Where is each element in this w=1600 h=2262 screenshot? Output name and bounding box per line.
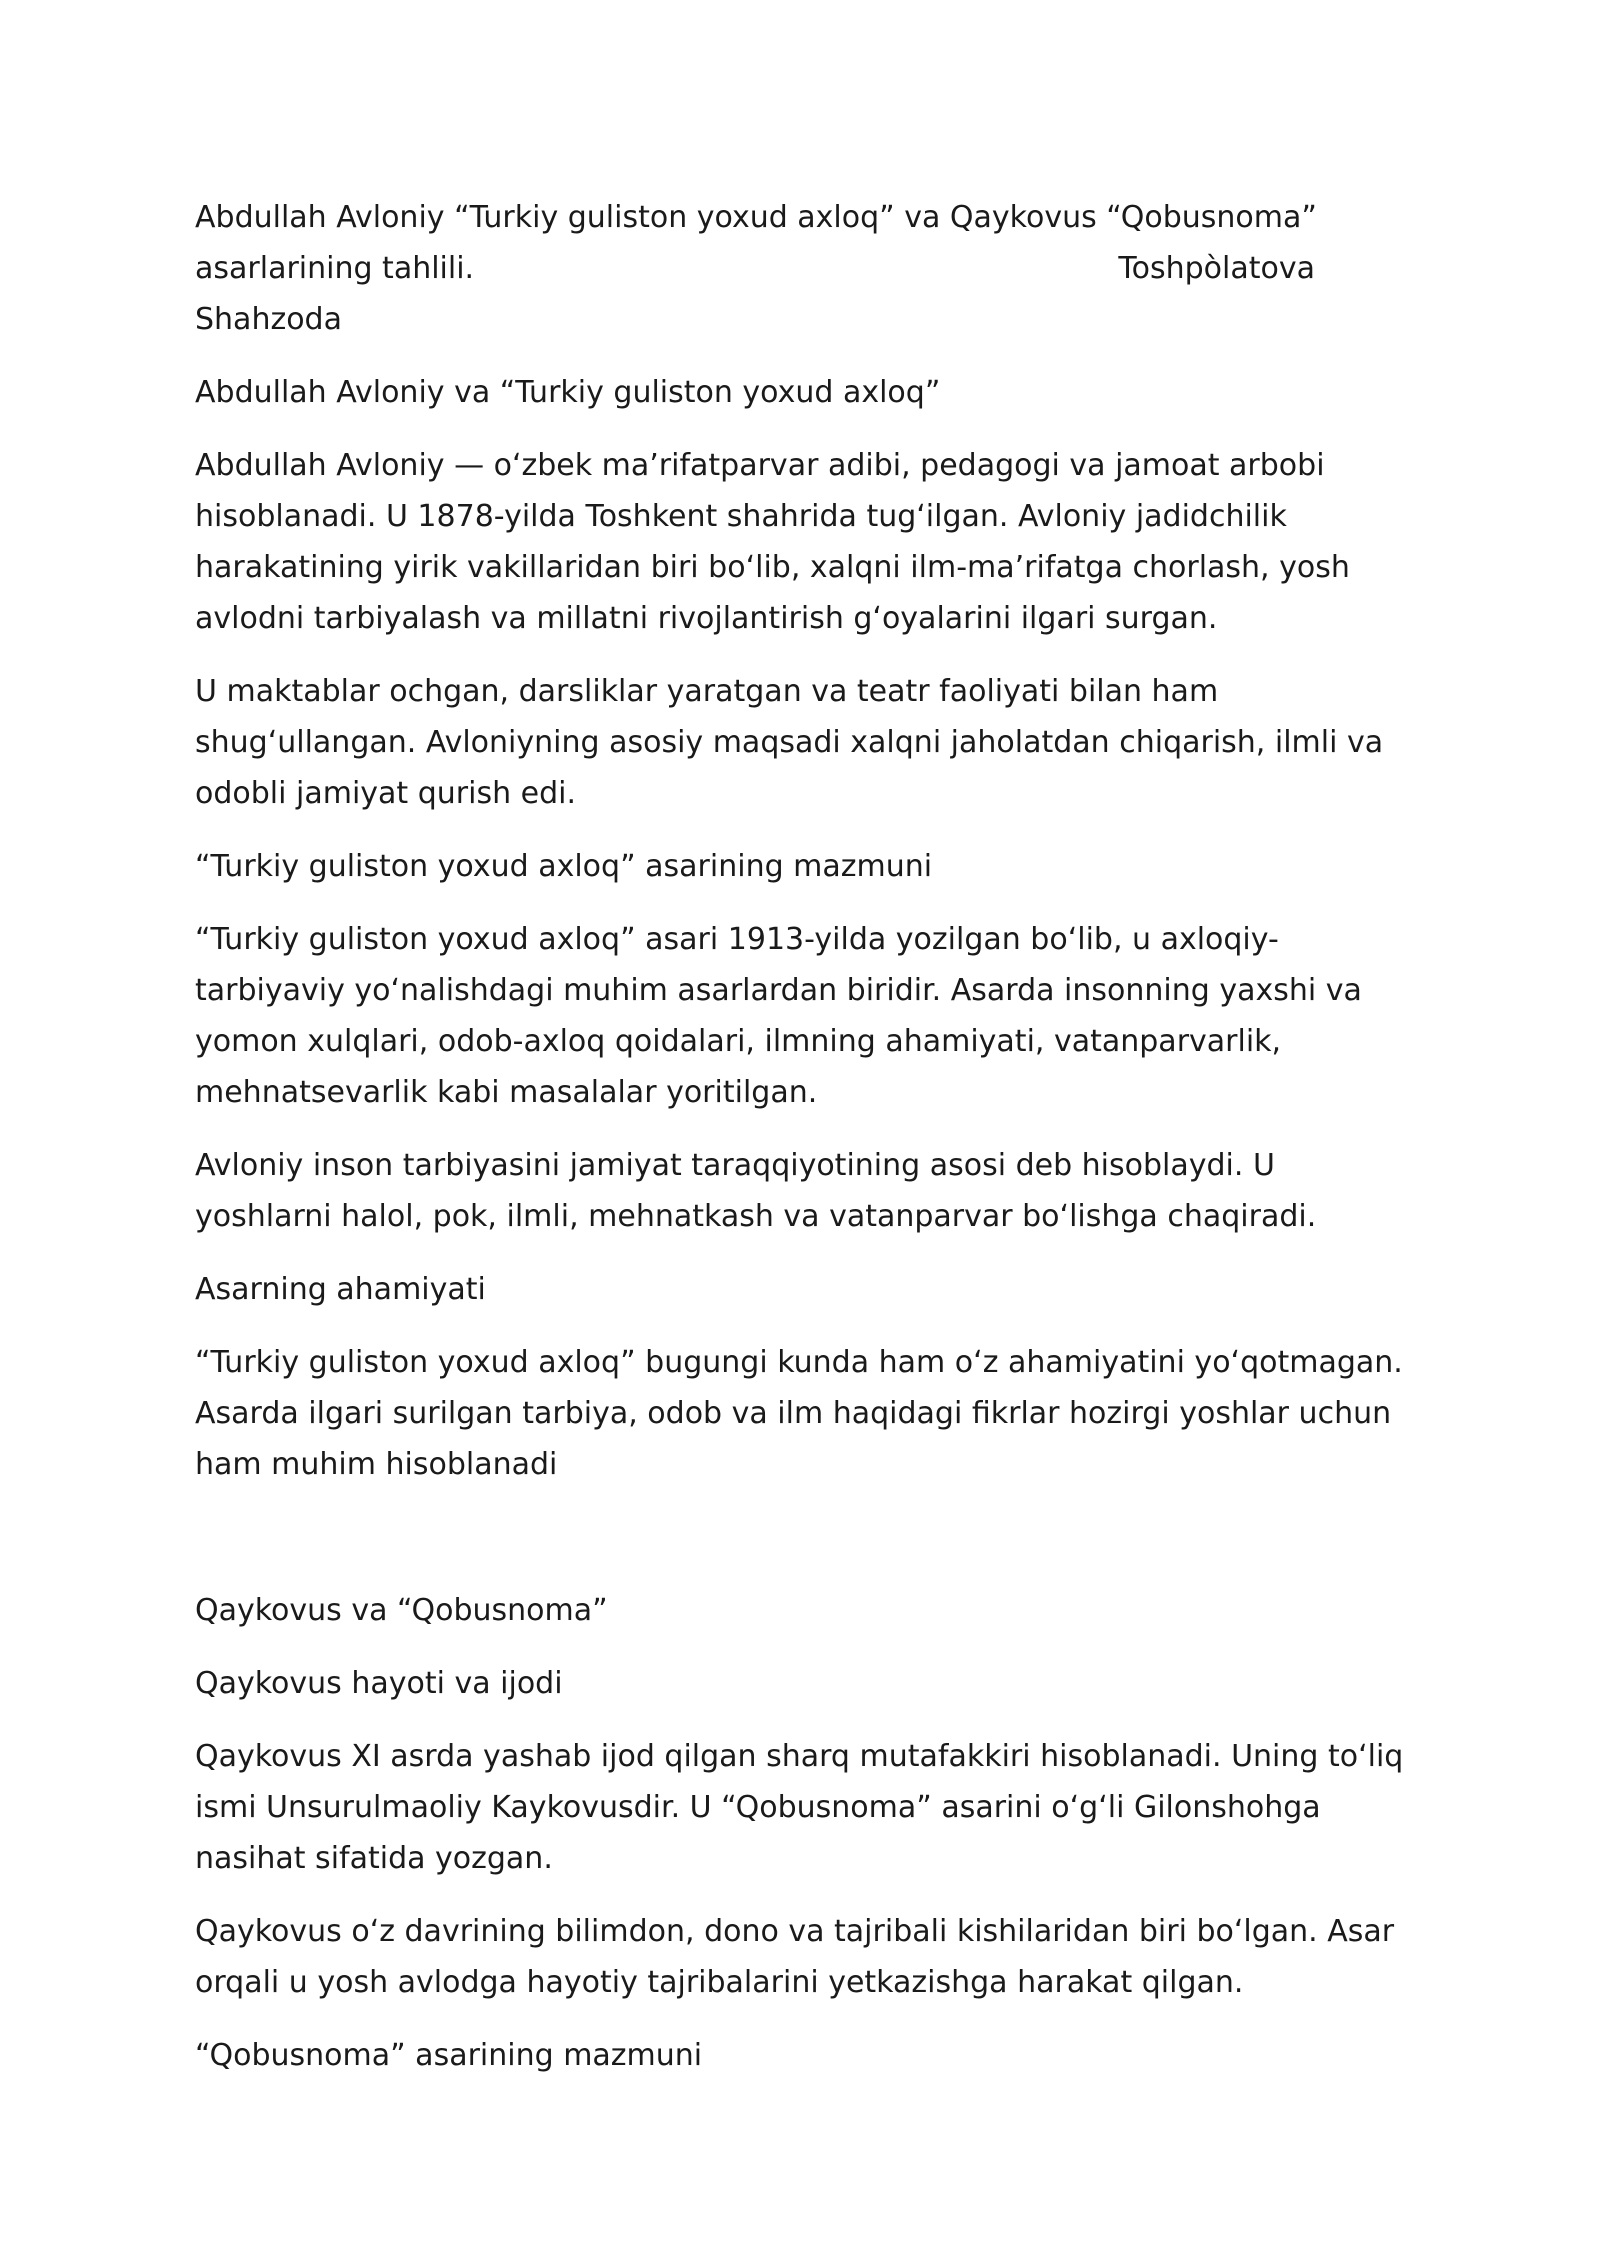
paragraph-avloniy-activity: U maktablar ochgan, darsliklar yaratgan va teatr faoliyati bilan ham shug‘ullangan. Avloniyning asosiy maqsadi xalqni jaholatdan chiqarish, ilmli va odobli jamiyat qurish edi. [195,674,1393,811]
paragraph-upbringing: Avloniy inson tarbiyasini jamiyat taraqqiyotining asosi deb hisoblaydi. U yoshlarni halol, pok, ilmli, mehnatkash va vatanparvar bo‘lishga chaqiradi. [195,1148,1317,1234]
author-surname: Toshpòlatova [1118,251,1315,286]
title-line-2-text: asarlarining tahlili. [195,251,475,286]
section-heading-qobusnoma-content: “Qobusnoma” asarining mazmuni [195,2038,703,2073]
document-title-block [195,192,1420,345]
section-spacer [195,1512,1420,1585]
section-heading-avloniy: Abdullah Avloniy va “Turkiy guliston yoxud axloq” [195,375,941,410]
paragraph-qaykovus-bio: Qaykovus XI asrda yashab ijod qilgan sharq mutafakkiri hisoblanadi. Uning to‘liq ismi Unsurulmaoliy Kaykovusdir. U “Qobusnoma” asarini o‘g‘li Gilonshohga nasihat sifatida yozgan. [195,1739,1413,1876]
author-given-name: Shahzoda [195,302,342,337]
title-line-2 [195,243,1315,294]
paragraph-avloniy-bio: Abdullah Avloniy — o‘zbek ma’rifatparvar adibi, pedagogi va jamoat arbobi hisoblanadi. U 1878-yilda Toshkent shahrida tug‘ilgan. Avloniy jadidchilik harakatining yirik vakillaridan biri bo‘lib, xalqni ilm-ma’rifatga chorlash, yosh avlodni tarbiyalash va millatni rivojlantirish g‘oyalarini ilgari surgan. [195,448,1360,636]
paragraph-content: “Turkiy guliston yoxud axloq” asari 1913-yilda yozilgan bo‘lib, u axloqiy-tarbiyaviy yo‘nalishdagi muhim asarlardan biridir. Asarda insonning yaxshi va yomon xulqlari, odob-axloq qoidalari, ilmning ahamiyati, vatanparvarlik, mehnatsevarlik kabi masalalar yoritilgan. [195,922,1372,1110]
section-heading-content: “Turkiy guliston yoxud axloq” asarining mazmuni [195,849,933,884]
section-heading-qaykovus: Qaykovus va “Qobusnoma” [195,1593,608,1628]
section-heading-significance: Asarning ahamiyati [195,1272,486,1307]
document-body [195,192,1420,2103]
paragraph-significance: “Turkiy guliston yoxud axloq” bugungi kunda ham o‘z ahamiyatini yo‘qotmagan. Asarda ilgari surilgan tarbiya, odob va ilm haqidagi fikrlar hozirgi yoshlar uchun ham muhim hisoblanadi [195,1345,1413,1482]
title-line-1: Abdullah Avloniy “Turkiy guliston yoxud axloq” va Qaykovus “Qobusnoma” [195,200,1317,235]
section-heading-qaykovus-life: Qaykovus hayoti va ijodi [195,1666,563,1701]
paragraph-qaykovus-wisdom: Qaykovus o‘z davrining bilimdon, dono va tajribali kishilaridan biri bo‘lgan. Asar orqali u yosh avlodga hayotiy tajribalarini yetkazishga harakat qilgan. [195,1914,1404,2000]
